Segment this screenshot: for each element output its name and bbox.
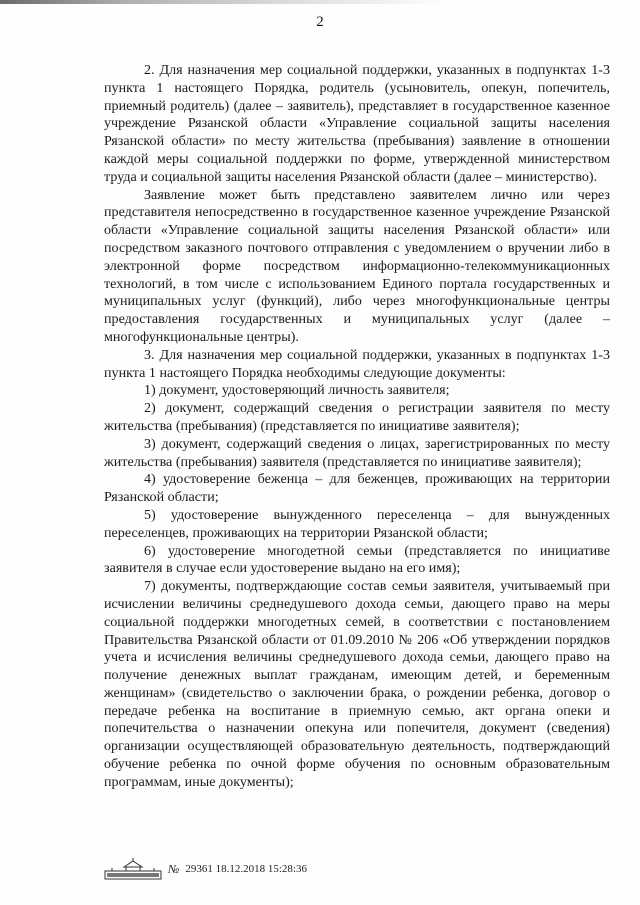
paragraph-2: 2. Для назначения мер социальной поддержки, указанных в подпунктах 1-3 пункта 1 настоящего Порядка, родитель (усыновитель, опекун, попечитель, приемный родитель) (далее – заявитель), представляет в государственное казенное учреждение Рязанской области «Управление социальной защиты населения Рязанской области» по месту жительства (пребывания) заявление в отношении каждой меры социальной поддержки по форме, утвержденной министерством труда и социальной защиты населения Рязанской области (далее – министерство). (104, 62, 610, 185)
list-item-5: 5) удостоверение вынужденного переселенца – для вынужденных переселенцев, проживающих на территории Рязанской области; (104, 506, 610, 541)
document-body (104, 62, 610, 792)
registration-footer (104, 857, 307, 881)
list-item-2: 2) документ, содержащий сведения о регистрации заявителя по месту жительства (пребывания) (представляется по инициативе заявителя); (104, 400, 610, 434)
list-item-1: 1) документ, удостоверяющий личность заявителя; (144, 382, 450, 399)
list-item-6: 6) удостоверение многодетной семьи (представляется по инициативе заявителя в случае если удостоверение выдано на его имя); (104, 542, 610, 577)
list-item-7: 7) документы, подтверждающие состав семьи заявителя, учитываемый при исчислении величины среднедушевого дохода семьи, дающего право на меры социальной поддержки многодетных семей, в соответствии с постановлением Правительства Рязанской области от 01.09.2010 № 206 «Об утверждении порядков учета и исчисления величины среднедушевого дохода семьи, дающего право на получение денежных выплат гражданам, имеющим детей, и беременным женщинам» (свидетельство о заключении брака, о рождении ребенка, договор о передаче ребенка на воспитание в приемную семью, акт органа опеки и попечительства о назначении опекуна или попечителя, документ (сведения) организации осуществляющей образовательную деятельность, подтверждающий обучение ребенка по очной форме обучения по основным образовательным программам, иные документы); (104, 578, 610, 790)
list-item-4: 4) удостоверение беженца – для беженцев, проживающих на территории Рязанской области; (104, 471, 610, 506)
paragraph-application: Заявление может быть представлено заявителем лично или через представителя непосредственно в государственное казенное учреждение Рязанской области «Управление социальной защиты населения Рязанской области» или посредством заказного почтового отправления с уведомлением о вручении либо в электронной форме посредством информационно-телекоммуникационных технологий, в том числе с использованием Единого портала государственных и муниципальных услуг (функций), либо через многофункциональные центры предоставления государственных и муниципальных услуг (далее – многофункциональные центры). (104, 186, 610, 345)
list-item-3: 3) документ, содержащий сведения о лицах, зарегистрированных по месту жительства (пребывания) заявителя (представляется по инициативе заявителя); (104, 435, 610, 470)
page-number: 2 (316, 14, 324, 30)
registration-stamp: 29361 18.12.2018 15:28:36 (185, 863, 307, 875)
government-building-icon (104, 858, 162, 880)
number-sign: № (168, 861, 180, 876)
paragraph-3: 3. Для назначения мер социальной поддержки, указанных в подпунктах 1-3 пункта 1 настоящего Порядка необходимы следующие документы: (104, 346, 610, 381)
scan-top-edge (0, 0, 640, 4)
